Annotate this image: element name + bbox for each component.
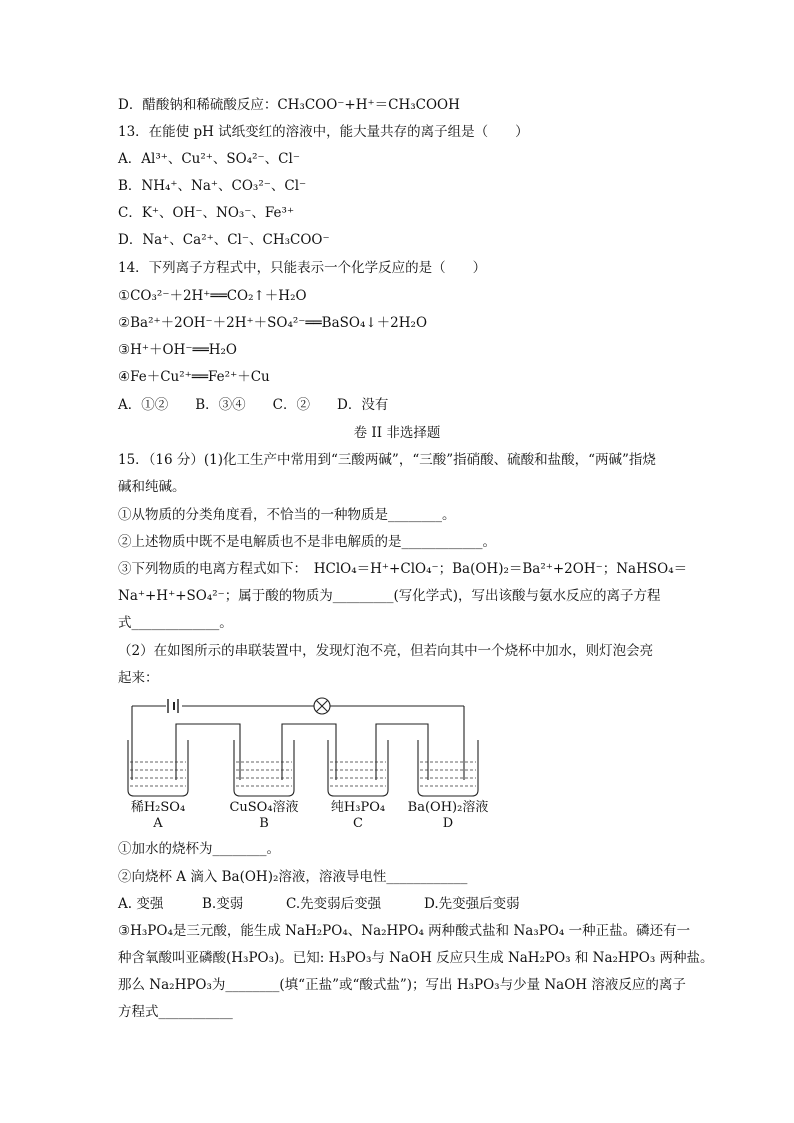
- q15-sub3-line-2: 种含氧酸叫亚磷酸(H₃PO₃)。已知: H₃PO₃与 NaOH 反应只生成 NaH₂PO₃ 和 Na₂HPO₃ 两种盐。: [118, 950, 714, 966]
- beaker-d-letter: D: [442, 816, 454, 831]
- q15-line-8: （2）在如图所示的串联装置中，发现灯泡不亮，但若向其中一个烧杯中加水，则灯泡会亮: [118, 643, 654, 659]
- q15-option-c: C.先变弱后变强: [286, 896, 382, 912]
- q15-sub3-line-4: 方程式___________: [118, 1004, 233, 1020]
- beaker-d-label: Ba(OH)₂溶液: [407, 800, 489, 815]
- beaker-a-label: 稀H₂SO₄: [130, 800, 186, 815]
- q15-sub2: ②向烧杯 A 滴入 Ba(OH)₂溶液，溶液导电性____________: [118, 869, 468, 885]
- q15-line-7: 式_____________。: [118, 615, 233, 631]
- q13-option-a: A．Al³⁺、Cu²⁺、SO₄²⁻、Cl⁻: [118, 151, 300, 167]
- q15-line-2: 碱和纯碱。: [118, 479, 186, 495]
- q14-stem: 14．下列离子方程式中，只能表示一个化学反应的是（ ）: [118, 260, 487, 276]
- q15-option-a: A. 变强: [118, 896, 164, 912]
- q13-stem: 13．在能使 pH 试纸变红的溶液中，能大量共存的离子组是（ ）: [118, 124, 529, 140]
- beaker-c-letter: C: [353, 816, 363, 831]
- q15-line-1: 15．（16 分）(1)化工生产中常用到“三酸两碱”，“三酸”指硝酸、硫酸和盐酸，“两碱”指烧: [118, 452, 656, 468]
- q14-eq2: ②Ba²⁺＋2OH⁻＋2H⁺＋SO₄²⁻══BaSO₄↓＋2H₂O: [118, 315, 428, 331]
- q15-line-6: Na⁺+H⁺+SO₄²⁻；属于酸的物质为_________(写化学式)，写出该酸与氨水反应的离子方程: [118, 588, 661, 604]
- q15-line-3: ①从物质的分类角度看，不恰当的一种物质是________。: [118, 507, 456, 523]
- q14-options: A．①② B．③④ C．② D．没有: [118, 397, 389, 413]
- beaker-c-label: 纯H₃PO₄: [330, 800, 386, 815]
- q15-sub3-line-3: 那么 Na₂HPO₃为________(填“正盐”或“酸式盐”)；写出 H₃PO₃与少量 NaOH 溶液反应的离子: [118, 977, 686, 993]
- q15-line-5: ③下列物质的电离方程式如下： HClO₄＝H⁺+ClO₄⁻；Ba(OH)₂＝Ba²⁺+2OH⁻；NaHSO₄＝: [118, 561, 688, 577]
- q13-option-b: B．NH₄⁺、Na⁺、CO₃²⁻、Cl⁻: [118, 178, 307, 194]
- q15-sub3-line-1: ③H₃PO₄是三元酸，能生成 NaH₂PO₄、Na₂HPO₄ 两种酸式盐和 Na₃PO₄ 一种正盐。磷还有一: [118, 923, 691, 939]
- q12-option-d: D．醋酸钠和稀硫酸反应：CH₃COO⁻+H⁺＝CH₃COOH: [118, 97, 460, 113]
- q15-option-b: B.变弱: [202, 896, 244, 912]
- q14-eq1: ①CO₃²⁻＋2H⁺══CO₂↑＋H₂O: [118, 288, 307, 304]
- q14-eq3: ③H⁺＋OH⁻══H₂O: [118, 342, 237, 358]
- beaker-b-label: CuSO₄溶液: [229, 800, 299, 815]
- beaker-b-letter: B: [259, 816, 269, 831]
- q15-line-4: ②上述物质中既不是电解质也不是非电解质的是____________。: [118, 534, 496, 550]
- beaker-a-letter: A: [153, 816, 163, 831]
- q15-line-9: 起来：: [118, 670, 159, 686]
- q15-sub1: ①加水的烧杯为________。: [118, 841, 280, 857]
- section-title: 卷 II 非选择题: [353, 425, 441, 441]
- q15-option-d: D.先变强后变弱: [424, 896, 520, 912]
- q13-option-c: C．K⁺、OH⁻、NO₃⁻、Fe³⁺: [118, 205, 295, 221]
- q13-option-d: D．Na⁺、Ca²⁺、Cl⁻、CH₃COO⁻: [118, 232, 330, 248]
- q14-eq4: ④Fe＋Cu²⁺══Fe²⁺＋Cu: [118, 369, 270, 385]
